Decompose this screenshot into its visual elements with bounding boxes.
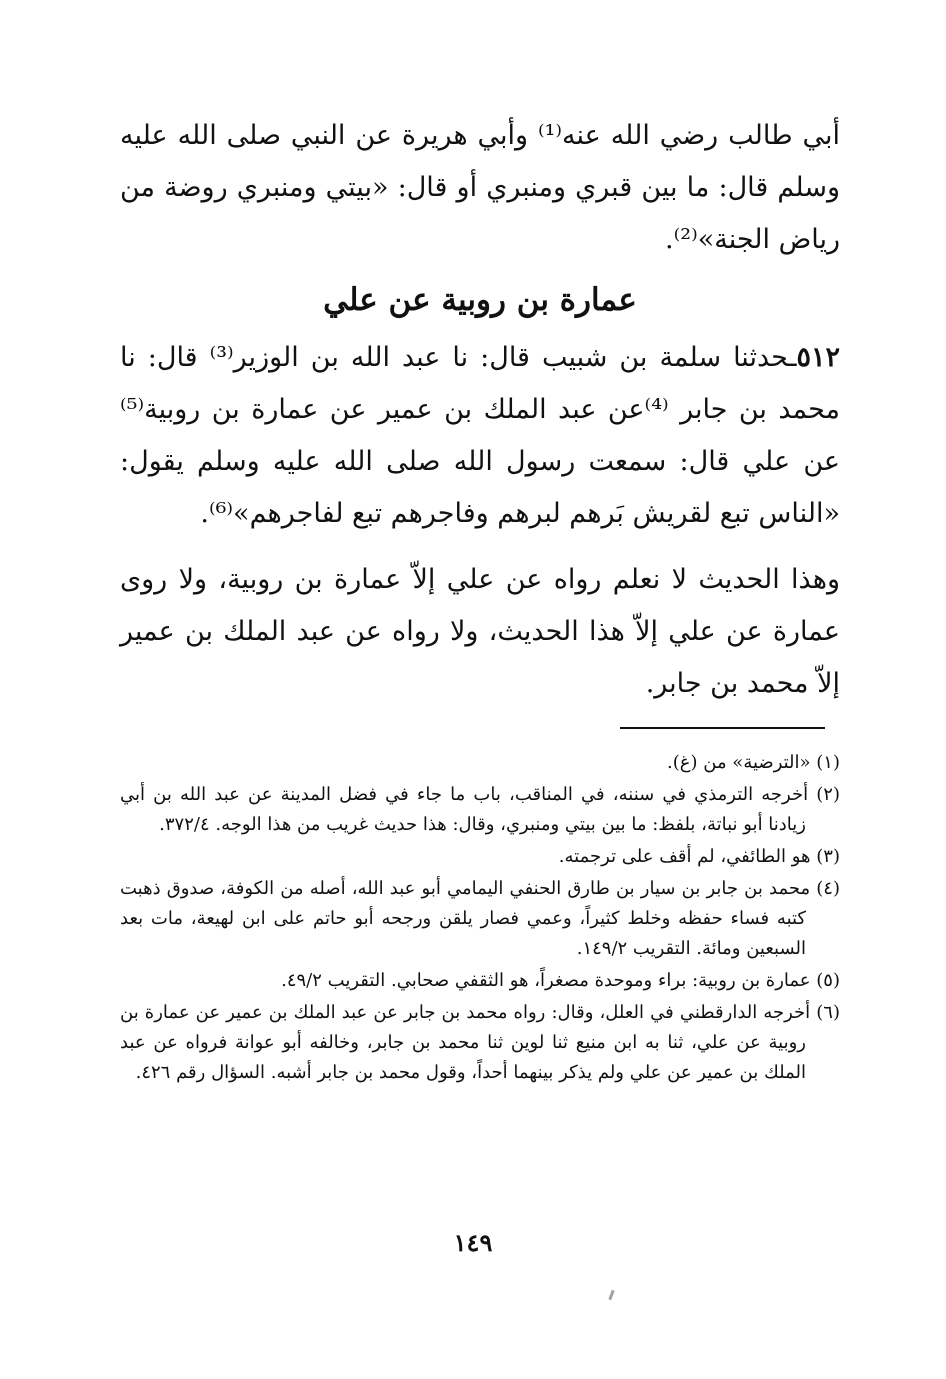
scan-mark xyxy=(608,1290,614,1300)
intro-text: أبي طالب رضي الله عنه⁽¹⁾ وأبي هريرة عن النبي صلى الله عليه وسلم قال: ما بين قبري ومنبري أو قال: «بيتي ومنبري روضة من رياض الجنة»⁽²⁾. xyxy=(120,120,840,255)
footnote-5: (٥) عمارة بن روبية: براء وموحدة مصغراً، هو الثقفي صحابي. التقريب ٤٩/٢. xyxy=(281,970,840,991)
footnote-6: (٦) أخرجه الدارقطني في العلل، وقال: رواه محمد بن جابر عن عبد الملك بن عمير عن عمارة بن روبية عن علي، ثنا به ابن منيع ثنا لوين ثنا محمد بن جابر، وخالفه أبو عوانة فرواه عن عبد الملك بن عمير عن علي ولم يذكر بينهما أحداً، وقول محمد بن جابر أشبه. السؤال رقم ٤٢٦. xyxy=(120,1002,840,1083)
hadith-text: ـحدثنا سلمة بن شبيب قال: نا عبد الله بن الوزير⁽³⁾ قال: نا محمد بن جابر ⁽⁴⁾عن عبد الملك بن عمير عن عمارة بن روبية⁽⁵⁾ عن علي قال: سمعت رسول الله صلى الله عليه وسلم يقول: «الناس تبع لقريش بَرهم لبرهم وفاجرهم تبع لفاجرهم»⁽⁶⁾. xyxy=(120,342,840,529)
hadith-number: ٥١٢ xyxy=(796,342,840,373)
page-number: ١٤٩ xyxy=(453,1228,493,1257)
footnote-separator xyxy=(620,727,825,729)
hadith-paragraph xyxy=(120,332,840,540)
commentary-paragraph xyxy=(120,554,840,710)
intro-paragraph xyxy=(120,110,840,266)
footnotes xyxy=(120,748,840,1090)
footnote-3: (٣) هو الطائفي، لم أقف على ترجمته. xyxy=(558,846,840,867)
footnote-4: (٤) محمد بن جابر بن سيار بن طارق الحنفي اليمامي أبو عبد الله، أصله من الكوفة، صدوق ذهبت كتبه فساء حفظه وخلط كثيراً، وعمي فصار يلقن ورجحه أبو حاتم على ابن لهيعة، مات بعد السبعين ومائة. التقريب ١٤٩/٢. xyxy=(120,878,840,959)
hadith-entry xyxy=(120,332,840,540)
footnote-2: (٢) أخرجه الترمذي في سننه، في المناقب، باب ما جاء في فضل المدينة عن عبد الله بن أبي زيادنا أبو نباتة، بلفظ: ما بين بيتي ومنبري، وقال: هذا حديث غريب من هذا الوجه. ٣٧٢/٤. xyxy=(120,784,840,835)
footnote-1: (١) «الترضية» من (غ). xyxy=(667,752,840,773)
section-heading: عمارة بن روبية عن علي xyxy=(323,282,637,318)
commentary-text: وهذا الحديث لا نعلم رواه عن علي إلاّ عمارة بن روبية، ولا روى عمارة عن علي إلاّ هذا الحديث، ولا رواه عن عبد الملك بن عمير إلاّ محمد بن جابر. xyxy=(120,564,840,699)
main-text xyxy=(120,110,840,710)
